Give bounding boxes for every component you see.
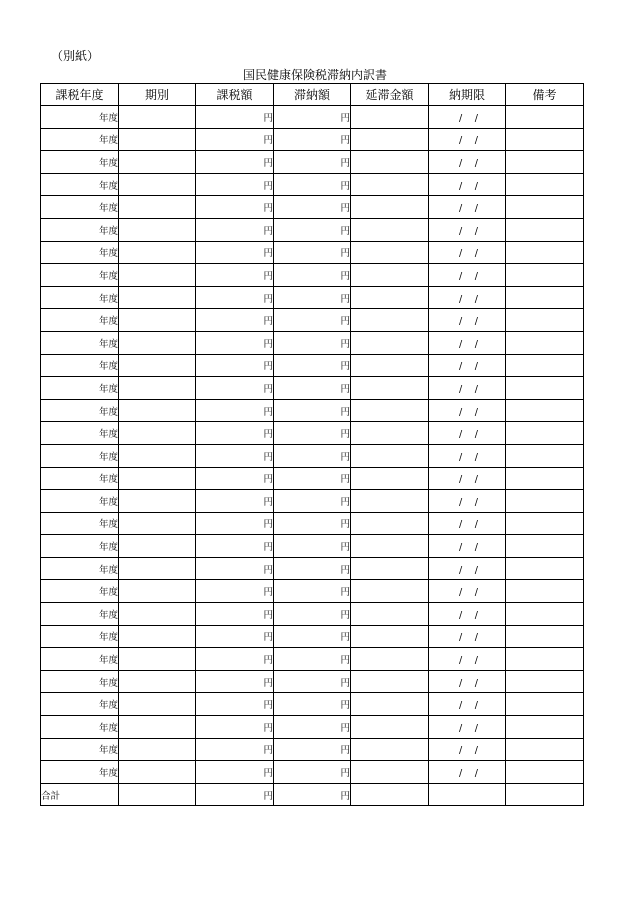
remarks-cell[interactable] bbox=[506, 535, 584, 558]
tax-year-cell[interactable]: 年度 bbox=[41, 648, 119, 671]
tax-year-cell[interactable]: 年度 bbox=[41, 151, 119, 174]
due-date-placeholder: / / bbox=[459, 248, 478, 260]
table-row bbox=[41, 467, 584, 490]
tax-amount-cell[interactable]: 円 bbox=[196, 128, 274, 151]
period-cell[interactable] bbox=[119, 738, 196, 761]
late-fee-cell[interactable] bbox=[351, 557, 429, 580]
total-remarks-cell bbox=[506, 783, 584, 806]
tax-amount-cell[interactable]: 円 bbox=[196, 264, 274, 287]
arrears-amount-cell[interactable]: 円 bbox=[274, 512, 351, 535]
period-cell[interactable] bbox=[119, 151, 196, 174]
period-cell[interactable] bbox=[119, 603, 196, 626]
tax-amount-cell[interactable]: 円 bbox=[196, 444, 274, 467]
due-date-cell[interactable] bbox=[429, 331, 506, 354]
arrears-table bbox=[40, 83, 584, 806]
total-arrears-amount-cell[interactable]: 円 bbox=[274, 783, 351, 806]
late-fee-cell[interactable] bbox=[351, 377, 429, 400]
tax-year-cell[interactable]: 年度 bbox=[41, 761, 119, 784]
header-row bbox=[41, 84, 584, 106]
tax-amount-cell[interactable]: 円 bbox=[196, 467, 274, 490]
late-fee-cell[interactable] bbox=[351, 467, 429, 490]
due-date-placeholder: / / bbox=[459, 429, 478, 441]
due-date-placeholder: / / bbox=[459, 361, 478, 373]
tax-amount-cell[interactable]: 円 bbox=[196, 422, 274, 445]
table-row bbox=[41, 670, 584, 693]
arrears-amount-cell[interactable]: 円 bbox=[274, 716, 351, 739]
remarks-cell[interactable] bbox=[506, 693, 584, 716]
tax-year-cell[interactable]: 年度 bbox=[41, 422, 119, 445]
period-cell[interactable] bbox=[119, 286, 196, 309]
due-date-cell[interactable] bbox=[429, 422, 506, 445]
arrears-amount-cell[interactable]: 円 bbox=[274, 377, 351, 400]
tax-year-cell[interactable]: 年度 bbox=[41, 444, 119, 467]
tax-amount-cell[interactable]: 円 bbox=[196, 693, 274, 716]
remarks-cell[interactable] bbox=[506, 557, 584, 580]
due-date-placeholder: / / bbox=[459, 722, 478, 734]
due-date-cell[interactable] bbox=[429, 106, 506, 129]
table-row bbox=[41, 512, 584, 535]
due-date-placeholder: / / bbox=[459, 135, 478, 147]
tax-amount-cell[interactable]: 円 bbox=[196, 625, 274, 648]
due-date-cell[interactable] bbox=[429, 670, 506, 693]
arrears-amount-cell[interactable]: 円 bbox=[274, 467, 351, 490]
arrears-amount-cell[interactable]: 円 bbox=[274, 331, 351, 354]
tax-year-cell[interactable]: 年度 bbox=[41, 218, 119, 241]
tax-year-cell[interactable]: 年度 bbox=[41, 490, 119, 513]
table-row bbox=[41, 580, 584, 603]
due-date-cell[interactable] bbox=[429, 264, 506, 287]
period-cell[interactable] bbox=[119, 761, 196, 784]
period-cell[interactable] bbox=[119, 670, 196, 693]
late-fee-cell[interactable] bbox=[351, 196, 429, 219]
table-row bbox=[41, 490, 584, 513]
remarks-cell[interactable] bbox=[506, 670, 584, 693]
table-row bbox=[41, 625, 584, 648]
remarks-cell[interactable] bbox=[506, 422, 584, 445]
arrears-amount-cell[interactable]: 円 bbox=[274, 196, 351, 219]
tax-year-cell[interactable]: 年度 bbox=[41, 535, 119, 558]
table-row bbox=[41, 106, 584, 129]
table-row bbox=[41, 444, 584, 467]
due-date-cell[interactable] bbox=[429, 196, 506, 219]
tax-amount-cell[interactable]: 円 bbox=[196, 309, 274, 332]
arrears-amount-cell[interactable]: 円 bbox=[274, 648, 351, 671]
due-date-placeholder: / / bbox=[459, 677, 478, 689]
arrears-amount-cell[interactable]: 円 bbox=[274, 173, 351, 196]
due-date-cell[interactable] bbox=[429, 173, 506, 196]
header-tax-year: 課税年度 bbox=[41, 84, 119, 106]
due-date-placeholder: / / bbox=[459, 609, 478, 621]
remarks-cell[interactable] bbox=[506, 377, 584, 400]
arrears-amount-cell[interactable]: 円 bbox=[274, 603, 351, 626]
tax-amount-cell[interactable]: 円 bbox=[196, 535, 274, 558]
remarks-cell[interactable] bbox=[506, 331, 584, 354]
arrears-amount-cell[interactable]: 円 bbox=[274, 286, 351, 309]
tax-amount-cell[interactable]: 円 bbox=[196, 286, 274, 309]
arrears-amount-cell[interactable]: 円 bbox=[274, 490, 351, 513]
table-row bbox=[41, 331, 584, 354]
late-fee-cell[interactable] bbox=[351, 264, 429, 287]
table-row bbox=[41, 264, 584, 287]
late-fee-cell[interactable] bbox=[351, 535, 429, 558]
due-date-cell[interactable] bbox=[429, 444, 506, 467]
late-fee-cell[interactable] bbox=[351, 490, 429, 513]
period-cell[interactable] bbox=[119, 422, 196, 445]
due-date-cell[interactable] bbox=[429, 309, 506, 332]
due-date-placeholder: / / bbox=[459, 768, 478, 780]
period-cell[interactable] bbox=[119, 331, 196, 354]
tax-amount-cell[interactable]: 円 bbox=[196, 354, 274, 377]
period-cell[interactable] bbox=[119, 512, 196, 535]
late-fee-cell[interactable] bbox=[351, 716, 429, 739]
arrears-amount-cell[interactable]: 円 bbox=[274, 625, 351, 648]
due-date-cell[interactable] bbox=[429, 512, 506, 535]
late-fee-cell[interactable] bbox=[351, 309, 429, 332]
period-cell[interactable] bbox=[119, 309, 196, 332]
tax-year-cell[interactable]: 年度 bbox=[41, 173, 119, 196]
due-date-cell[interactable] bbox=[429, 648, 506, 671]
due-date-placeholder: / / bbox=[459, 293, 478, 305]
header-due-date: 納期限 bbox=[429, 84, 506, 106]
period-cell[interactable] bbox=[119, 264, 196, 287]
due-date-placeholder: / / bbox=[459, 564, 478, 576]
table-row bbox=[41, 196, 584, 219]
remarks-cell[interactable] bbox=[506, 444, 584, 467]
due-date-placeholder: / / bbox=[459, 338, 478, 350]
late-fee-cell[interactable] bbox=[351, 331, 429, 354]
due-date-placeholder: / / bbox=[459, 316, 478, 328]
due-date-placeholder: / / bbox=[459, 700, 478, 712]
arrears-amount-cell[interactable]: 円 bbox=[274, 670, 351, 693]
period-cell[interactable] bbox=[119, 467, 196, 490]
period-cell[interactable] bbox=[119, 241, 196, 264]
due-date-placeholder: / / bbox=[459, 474, 478, 486]
period-cell[interactable] bbox=[119, 354, 196, 377]
due-date-placeholder: / / bbox=[459, 496, 478, 508]
table-row bbox=[41, 151, 584, 174]
due-date-placeholder: / / bbox=[459, 157, 478, 169]
remarks-cell[interactable] bbox=[506, 309, 584, 332]
arrears-amount-cell[interactable]: 円 bbox=[274, 535, 351, 558]
header-late-fee: 延滞金額 bbox=[351, 84, 429, 106]
arrears-amount-cell[interactable]: 円 bbox=[274, 218, 351, 241]
total-tax-amount-cell[interactable]: 円 bbox=[196, 783, 274, 806]
tax-amount-cell[interactable]: 円 bbox=[196, 151, 274, 174]
late-fee-cell[interactable] bbox=[351, 670, 429, 693]
period-cell[interactable] bbox=[119, 693, 196, 716]
due-date-placeholder: / / bbox=[459, 406, 478, 418]
tax-year-cell[interactable]: 年度 bbox=[41, 128, 119, 151]
due-date-cell[interactable] bbox=[429, 603, 506, 626]
late-fee-cell[interactable] bbox=[351, 241, 429, 264]
total-late-fee-cell[interactable] bbox=[351, 783, 429, 806]
header-arrears-amount: 滞納額 bbox=[274, 84, 351, 106]
due-date-placeholder: / / bbox=[459, 451, 478, 463]
tax-amount-cell[interactable]: 円 bbox=[196, 512, 274, 535]
late-fee-cell[interactable] bbox=[351, 603, 429, 626]
remarks-cell[interactable] bbox=[506, 241, 584, 264]
tax-amount-cell[interactable]: 円 bbox=[196, 490, 274, 513]
table-row bbox=[41, 173, 584, 196]
tax-amount-cell[interactable]: 円 bbox=[196, 173, 274, 196]
due-date-cell[interactable] bbox=[429, 761, 506, 784]
arrears-amount-cell[interactable]: 円 bbox=[274, 580, 351, 603]
tax-year-cell[interactable]: 年度 bbox=[41, 738, 119, 761]
table-row bbox=[41, 716, 584, 739]
period-cell[interactable] bbox=[119, 218, 196, 241]
tax-amount-cell[interactable]: 円 bbox=[196, 603, 274, 626]
tax-year-cell[interactable]: 年度 bbox=[41, 106, 119, 129]
period-cell[interactable] bbox=[119, 580, 196, 603]
table-row bbox=[41, 693, 584, 716]
due-date-placeholder: / / bbox=[459, 519, 478, 531]
period-cell[interactable] bbox=[119, 716, 196, 739]
due-date-cell[interactable] bbox=[429, 490, 506, 513]
period-cell[interactable] bbox=[119, 625, 196, 648]
remarks-cell[interactable] bbox=[506, 218, 584, 241]
period-cell[interactable] bbox=[119, 444, 196, 467]
header-tax-amount: 課税額 bbox=[196, 84, 274, 106]
due-date-cell[interactable] bbox=[429, 241, 506, 264]
arrears-amount-cell[interactable]: 円 bbox=[274, 151, 351, 174]
period-cell[interactable] bbox=[119, 173, 196, 196]
due-date-cell[interactable] bbox=[429, 467, 506, 490]
due-date-placeholder: / / bbox=[459, 655, 478, 667]
header-period: 期別 bbox=[119, 84, 196, 106]
tax-amount-cell[interactable]: 円 bbox=[196, 377, 274, 400]
tax-year-cell[interactable]: 年度 bbox=[41, 241, 119, 264]
tax-amount-cell[interactable]: 円 bbox=[196, 670, 274, 693]
due-date-cell[interactable] bbox=[429, 580, 506, 603]
table-row bbox=[41, 241, 584, 264]
tax-amount-cell[interactable]: 円 bbox=[196, 648, 274, 671]
remarks-cell[interactable] bbox=[506, 512, 584, 535]
remarks-cell[interactable] bbox=[506, 196, 584, 219]
remarks-cell[interactable] bbox=[506, 716, 584, 739]
arrears-amount-cell[interactable]: 円 bbox=[274, 444, 351, 467]
tax-amount-cell[interactable]: 円 bbox=[196, 196, 274, 219]
table-row bbox=[41, 557, 584, 580]
table-row bbox=[41, 286, 584, 309]
tax-year-cell[interactable]: 年度 bbox=[41, 625, 119, 648]
tax-year-cell[interactable]: 年度 bbox=[41, 512, 119, 535]
arrears-amount-cell[interactable]: 円 bbox=[274, 693, 351, 716]
period-cell[interactable] bbox=[119, 399, 196, 422]
late-fee-cell[interactable] bbox=[351, 354, 429, 377]
due-date-placeholder: / / bbox=[459, 270, 478, 282]
table-row bbox=[41, 738, 584, 761]
table-row bbox=[41, 354, 584, 377]
table-row bbox=[41, 128, 584, 151]
remarks-cell[interactable] bbox=[506, 648, 584, 671]
period-cell[interactable] bbox=[119, 557, 196, 580]
tax-amount-cell[interactable]: 円 bbox=[196, 738, 274, 761]
tax-amount-cell[interactable]: 円 bbox=[196, 331, 274, 354]
late-fee-cell[interactable] bbox=[351, 399, 429, 422]
remarks-cell[interactable] bbox=[506, 603, 584, 626]
arrears-amount-cell[interactable]: 円 bbox=[274, 309, 351, 332]
total-period-cell bbox=[119, 783, 196, 806]
due-date-cell[interactable] bbox=[429, 535, 506, 558]
arrears-amount-cell[interactable]: 円 bbox=[274, 399, 351, 422]
late-fee-cell[interactable] bbox=[351, 151, 429, 174]
due-date-cell[interactable] bbox=[429, 218, 506, 241]
due-date-placeholder: / / bbox=[459, 383, 478, 395]
remarks-cell[interactable] bbox=[506, 354, 584, 377]
late-fee-cell[interactable] bbox=[351, 286, 429, 309]
tax-amount-cell[interactable]: 円 bbox=[196, 218, 274, 241]
due-date-placeholder: / / bbox=[459, 587, 478, 599]
tax-year-cell[interactable]: 年度 bbox=[41, 603, 119, 626]
total-due-date-cell bbox=[429, 783, 506, 806]
table-row bbox=[41, 377, 584, 400]
period-cell[interactable] bbox=[119, 377, 196, 400]
table-row bbox=[41, 535, 584, 558]
tax-amount-cell[interactable]: 円 bbox=[196, 399, 274, 422]
tax-amount-cell[interactable]: 円 bbox=[196, 557, 274, 580]
due-date-cell[interactable] bbox=[429, 625, 506, 648]
late-fee-cell[interactable] bbox=[351, 106, 429, 129]
tax-year-cell[interactable]: 年度 bbox=[41, 580, 119, 603]
tax-year-cell[interactable]: 年度 bbox=[41, 286, 119, 309]
due-date-cell[interactable] bbox=[429, 151, 506, 174]
tax-amount-cell[interactable]: 円 bbox=[196, 106, 274, 129]
due-date-cell[interactable] bbox=[429, 738, 506, 761]
due-date-cell[interactable] bbox=[429, 557, 506, 580]
late-fee-cell[interactable] bbox=[351, 738, 429, 761]
late-fee-cell[interactable] bbox=[351, 580, 429, 603]
due-date-placeholder: / / bbox=[459, 632, 478, 644]
total-label: 合計 bbox=[41, 783, 119, 806]
due-date-cell[interactable] bbox=[429, 716, 506, 739]
period-cell[interactable] bbox=[119, 128, 196, 151]
tax-year-cell[interactable]: 年度 bbox=[41, 377, 119, 400]
period-cell[interactable] bbox=[119, 196, 196, 219]
late-fee-cell[interactable] bbox=[351, 761, 429, 784]
period-cell[interactable] bbox=[119, 535, 196, 558]
tax-year-cell[interactable]: 年度 bbox=[41, 354, 119, 377]
arrears-amount-cell[interactable]: 円 bbox=[274, 761, 351, 784]
tax-amount-cell[interactable]: 円 bbox=[196, 580, 274, 603]
table-row bbox=[41, 309, 584, 332]
period-cell[interactable] bbox=[119, 490, 196, 513]
tax-amount-cell[interactable]: 円 bbox=[196, 761, 274, 784]
tax-year-cell[interactable]: 年度 bbox=[41, 716, 119, 739]
due-date-placeholder: / / bbox=[459, 745, 478, 757]
arrears-amount-cell[interactable]: 円 bbox=[274, 241, 351, 264]
tax-amount-cell[interactable]: 円 bbox=[196, 241, 274, 264]
period-cell[interactable] bbox=[119, 106, 196, 129]
arrears-amount-cell[interactable]: 円 bbox=[274, 264, 351, 287]
due-date-cell[interactable] bbox=[429, 399, 506, 422]
remarks-cell[interactable] bbox=[506, 399, 584, 422]
tax-year-cell[interactable]: 年度 bbox=[41, 264, 119, 287]
late-fee-cell[interactable] bbox=[351, 128, 429, 151]
tax-year-cell[interactable]: 年度 bbox=[41, 196, 119, 219]
late-fee-cell[interactable] bbox=[351, 625, 429, 648]
remarks-cell[interactable] bbox=[506, 761, 584, 784]
remarks-cell[interactable] bbox=[506, 151, 584, 174]
due-date-cell[interactable] bbox=[429, 693, 506, 716]
due-date-placeholder: / / bbox=[459, 542, 478, 554]
tax-year-cell[interactable]: 年度 bbox=[41, 467, 119, 490]
arrears-amount-cell[interactable]: 円 bbox=[274, 422, 351, 445]
total-row bbox=[41, 783, 584, 806]
remarks-cell[interactable] bbox=[506, 128, 584, 151]
table-row bbox=[41, 761, 584, 784]
tax-year-cell[interactable]: 年度 bbox=[41, 670, 119, 693]
tax-year-cell[interactable]: 年度 bbox=[41, 309, 119, 332]
remarks-cell[interactable] bbox=[506, 264, 584, 287]
remarks-cell[interactable] bbox=[506, 173, 584, 196]
remarks-cell[interactable] bbox=[506, 738, 584, 761]
due-date-placeholder: / / bbox=[459, 180, 478, 192]
attachment-note: （別紙） bbox=[51, 49, 100, 63]
remarks-cell[interactable] bbox=[506, 580, 584, 603]
due-date-cell[interactable] bbox=[429, 377, 506, 400]
due-date-placeholder: / / bbox=[459, 225, 478, 237]
due-date-cell[interactable] bbox=[429, 354, 506, 377]
remarks-cell[interactable] bbox=[506, 106, 584, 129]
table-row bbox=[41, 422, 584, 445]
tax-year-cell[interactable]: 年度 bbox=[41, 331, 119, 354]
arrears-amount-cell[interactable]: 円 bbox=[274, 106, 351, 129]
remarks-cell[interactable] bbox=[506, 467, 584, 490]
late-fee-cell[interactable] bbox=[351, 218, 429, 241]
due-date-placeholder: / / bbox=[459, 203, 478, 215]
table-row bbox=[41, 603, 584, 626]
late-fee-cell[interactable] bbox=[351, 648, 429, 671]
remarks-cell[interactable] bbox=[506, 490, 584, 513]
table-row bbox=[41, 648, 584, 671]
table-body bbox=[41, 106, 584, 806]
tax-amount-cell[interactable]: 円 bbox=[196, 716, 274, 739]
table-row bbox=[41, 399, 584, 422]
remarks-cell[interactable] bbox=[506, 625, 584, 648]
due-date-placeholder: / / bbox=[459, 112, 478, 124]
due-date-cell[interactable] bbox=[429, 128, 506, 151]
late-fee-cell[interactable] bbox=[351, 422, 429, 445]
late-fee-cell[interactable] bbox=[351, 173, 429, 196]
due-date-cell[interactable] bbox=[429, 286, 506, 309]
late-fee-cell[interactable] bbox=[351, 693, 429, 716]
header-remarks: 備考 bbox=[506, 84, 584, 106]
remarks-cell[interactable] bbox=[506, 286, 584, 309]
arrears-amount-cell[interactable]: 円 bbox=[274, 128, 351, 151]
late-fee-cell[interactable] bbox=[351, 444, 429, 467]
period-cell[interactable] bbox=[119, 648, 196, 671]
tax-year-cell[interactable]: 年度 bbox=[41, 693, 119, 716]
tax-year-cell[interactable]: 年度 bbox=[41, 557, 119, 580]
table-row bbox=[41, 218, 584, 241]
late-fee-cell[interactable] bbox=[351, 512, 429, 535]
arrears-amount-cell[interactable]: 円 bbox=[274, 557, 351, 580]
document-title: 国民健康保険税滞納内訳書 bbox=[242, 68, 387, 82]
arrears-amount-cell[interactable]: 円 bbox=[274, 738, 351, 761]
tax-year-cell[interactable]: 年度 bbox=[41, 399, 119, 422]
arrears-amount-cell[interactable]: 円 bbox=[274, 354, 351, 377]
